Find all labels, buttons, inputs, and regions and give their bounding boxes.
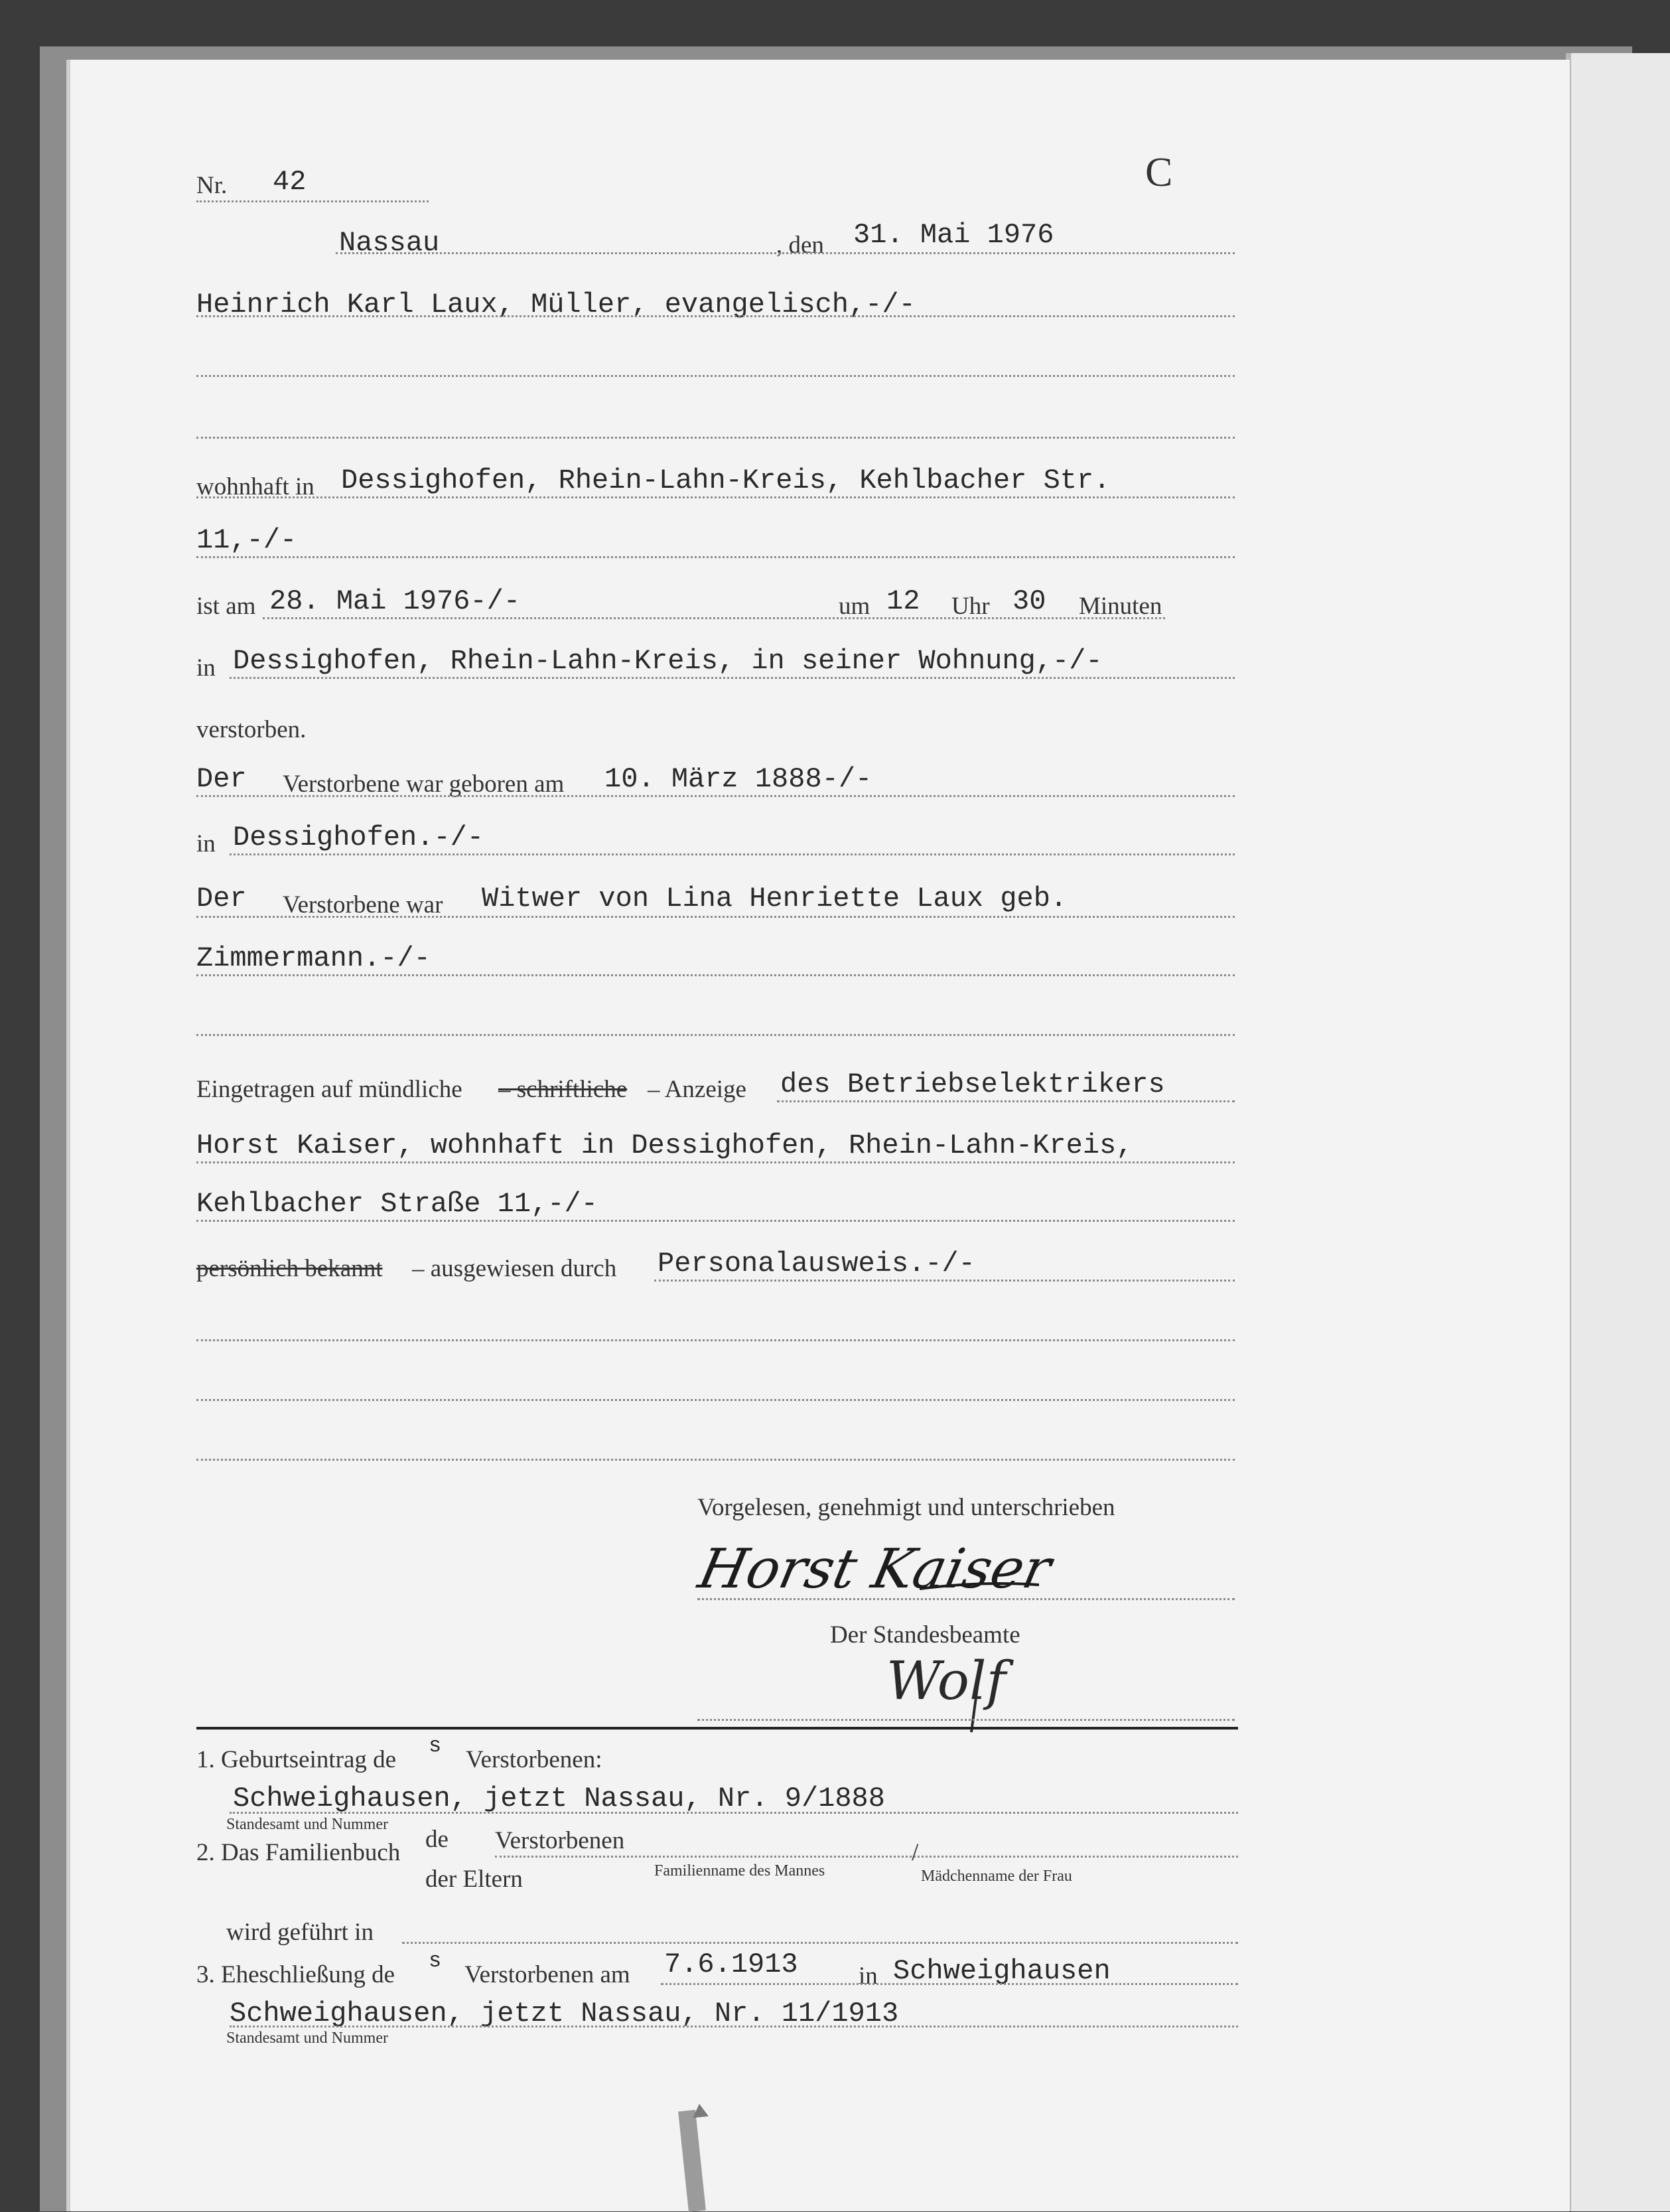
item1-value: Schweighausen, jetzt Nassau, Nr. 9/1888 (233, 1783, 885, 1814)
svg-text:Horst Kaiser: Horst Kaiser (693, 1536, 1057, 1601)
svg-text:Wolf: Wolf (886, 1650, 1007, 1712)
nr-value: 42 (273, 166, 307, 198)
item3-caption: Standesamt und Nummer (226, 2029, 388, 2047)
residence-line-2-rule (196, 556, 1235, 558)
verstorben-text: verstorben. (196, 716, 307, 743)
registrar-label: Der Standesbeamte (830, 1621, 1020, 1649)
pen-tip (691, 2103, 709, 2118)
item3-place: Schweighausen (893, 1955, 1111, 1987)
id-struck: persönlich bekannt (196, 1255, 383, 1282)
nr-line (196, 200, 429, 202)
item2-eltern: der Eltern (425, 1866, 523, 1893)
blank-line-1 (196, 375, 1235, 377)
birth-place-label: in (196, 830, 216, 857)
informant-label-end: – Anzeige (648, 1076, 746, 1103)
item3-sup: s (429, 1949, 442, 1973)
residence-line-2: 11,-/- (196, 524, 297, 556)
place-date-line (336, 252, 1235, 254)
item3-label-a: 3. Eheschließung de (196, 1961, 395, 1988)
item1-sup: s (429, 1733, 442, 1758)
registrar-signature-rule (697, 1719, 1235, 1721)
item2-verstorbenen: Verstorbenen (495, 1827, 625, 1854)
residence-label: wohnhaft in (196, 473, 314, 500)
item2-wird: wird geführt in (226, 1919, 374, 1946)
blank-line-2 (196, 437, 1235, 439)
form-letter: C (1145, 150, 1173, 195)
marital-value-2: Zimmermann.-/- (196, 942, 431, 974)
item1-rule (230, 1812, 1238, 1814)
marital-rule-2 (196, 974, 1235, 976)
informant-line-2: Horst Kaiser, wohnhaft in Dessighofen, Rhein-Lahn-Kreis, (196, 1130, 1133, 1161)
death-place-label: in (196, 654, 216, 682)
informant-rule-3 (196, 1220, 1235, 1222)
time-label: um (839, 593, 870, 620)
death-place-value: Dessighofen, Rhein-Lahn-Kreis, in seiner Wohnung,-/- (233, 645, 1103, 677)
id-rule (654, 1280, 1235, 1282)
marital-der: Der (196, 883, 247, 915)
item3-value: Schweighausen, jetzt Nassau, Nr. 11/1913 (230, 1998, 899, 2029)
death-date-label: ist am (196, 593, 256, 620)
blank-line-6 (196, 1459, 1235, 1461)
id-label: – ausgewiesen durch (412, 1255, 617, 1282)
deceased-name: Heinrich Karl Laux, Müller, evangelisch,-/- (196, 289, 916, 321)
item2-de: de (425, 1826, 449, 1853)
item2-label: 2. Das Familienbuch (196, 1839, 401, 1866)
marital-label: Verstorbene war (283, 891, 443, 919)
death-place-rule (230, 677, 1235, 679)
date-label: , den (776, 232, 824, 259)
birth-place-value: Dessighofen.-/- (233, 822, 484, 853)
informant-line-3: Kehlbacher Straße 11,-/- (196, 1188, 598, 1220)
nr-label: Nr. (196, 172, 228, 199)
marital-rule-1 (196, 916, 1235, 918)
item3-in: in (859, 1962, 878, 1990)
birth-label: Verstorbene war geboren am (283, 771, 565, 798)
birth-date-rule (196, 795, 1235, 797)
approval-text: Vorgelesen, genehmigt und unterschrieben (697, 1494, 1115, 1521)
informant-label-struck: – schriftliche (498, 1076, 628, 1103)
blank-line-3 (196, 1034, 1235, 1036)
item2-top-rule (495, 1856, 1238, 1858)
item3-date: 7.6.1913 (664, 1949, 798, 1980)
informant-signature-rule (697, 1598, 1235, 1600)
item2-bottom-rule (402, 1942, 1238, 1944)
registrar-signature (880, 1646, 1039, 1739)
item3-rule-top (661, 1983, 1238, 1985)
date-value: 31. Mai 1976 (853, 219, 1054, 251)
informant-signature (693, 1534, 1057, 1614)
birth-place-rule (230, 853, 1235, 855)
item2-caption-a: Familienname des Mannes (654, 1862, 825, 1880)
item1-caption: Standesamt und Nummer (226, 1816, 388, 1833)
informant-rule-2 (196, 1161, 1235, 1163)
marital-value-1: Witwer von Lina Henriette Laux geb. (482, 883, 1068, 915)
informant-label-start: Eingetragen auf mündliche (196, 1076, 462, 1103)
item3-label-b: Verstorbenen am (464, 1961, 630, 1988)
minute-label: Minuten (1079, 593, 1162, 620)
birth-date-value: 10. März 1888-/- (604, 763, 872, 795)
minute-value: 30 (1012, 585, 1046, 617)
hour-label: Uhr (951, 593, 990, 620)
facing-page-edge (1566, 53, 1670, 2211)
item1-label-a: 1. Geburtseintrag de (196, 1746, 397, 1773)
informant-line-1: des Betriebselektrikers (780, 1069, 1165, 1100)
place-value: Nassau (339, 227, 440, 259)
death-date-value: 28. Mai 1976-/- (269, 585, 521, 617)
item1-label-b: Verstorbenen: (466, 1746, 602, 1773)
residence-line-1-rule (196, 496, 1235, 498)
blank-line-5 (196, 1399, 1235, 1401)
register-page (66, 60, 1570, 2211)
item2-slash: / (912, 1839, 919, 1866)
item2-caption-b: Mädchenname der Frau (921, 1868, 1072, 1885)
footer-separator (196, 1727, 1238, 1730)
residence-line-1: Dessighofen, Rhein-Lahn-Kreis, Kehlbacher Str. (341, 465, 1111, 496)
hour-value: 12 (886, 585, 920, 617)
informant-rule-1 (777, 1100, 1235, 1102)
blank-line-4 (196, 1339, 1235, 1341)
birth-der: Der (196, 763, 247, 795)
item3-rule (230, 2026, 1238, 2028)
name-line (196, 315, 1235, 317)
id-value: Personalausweis.-/- (658, 1248, 975, 1280)
death-date-rule (263, 617, 1165, 619)
